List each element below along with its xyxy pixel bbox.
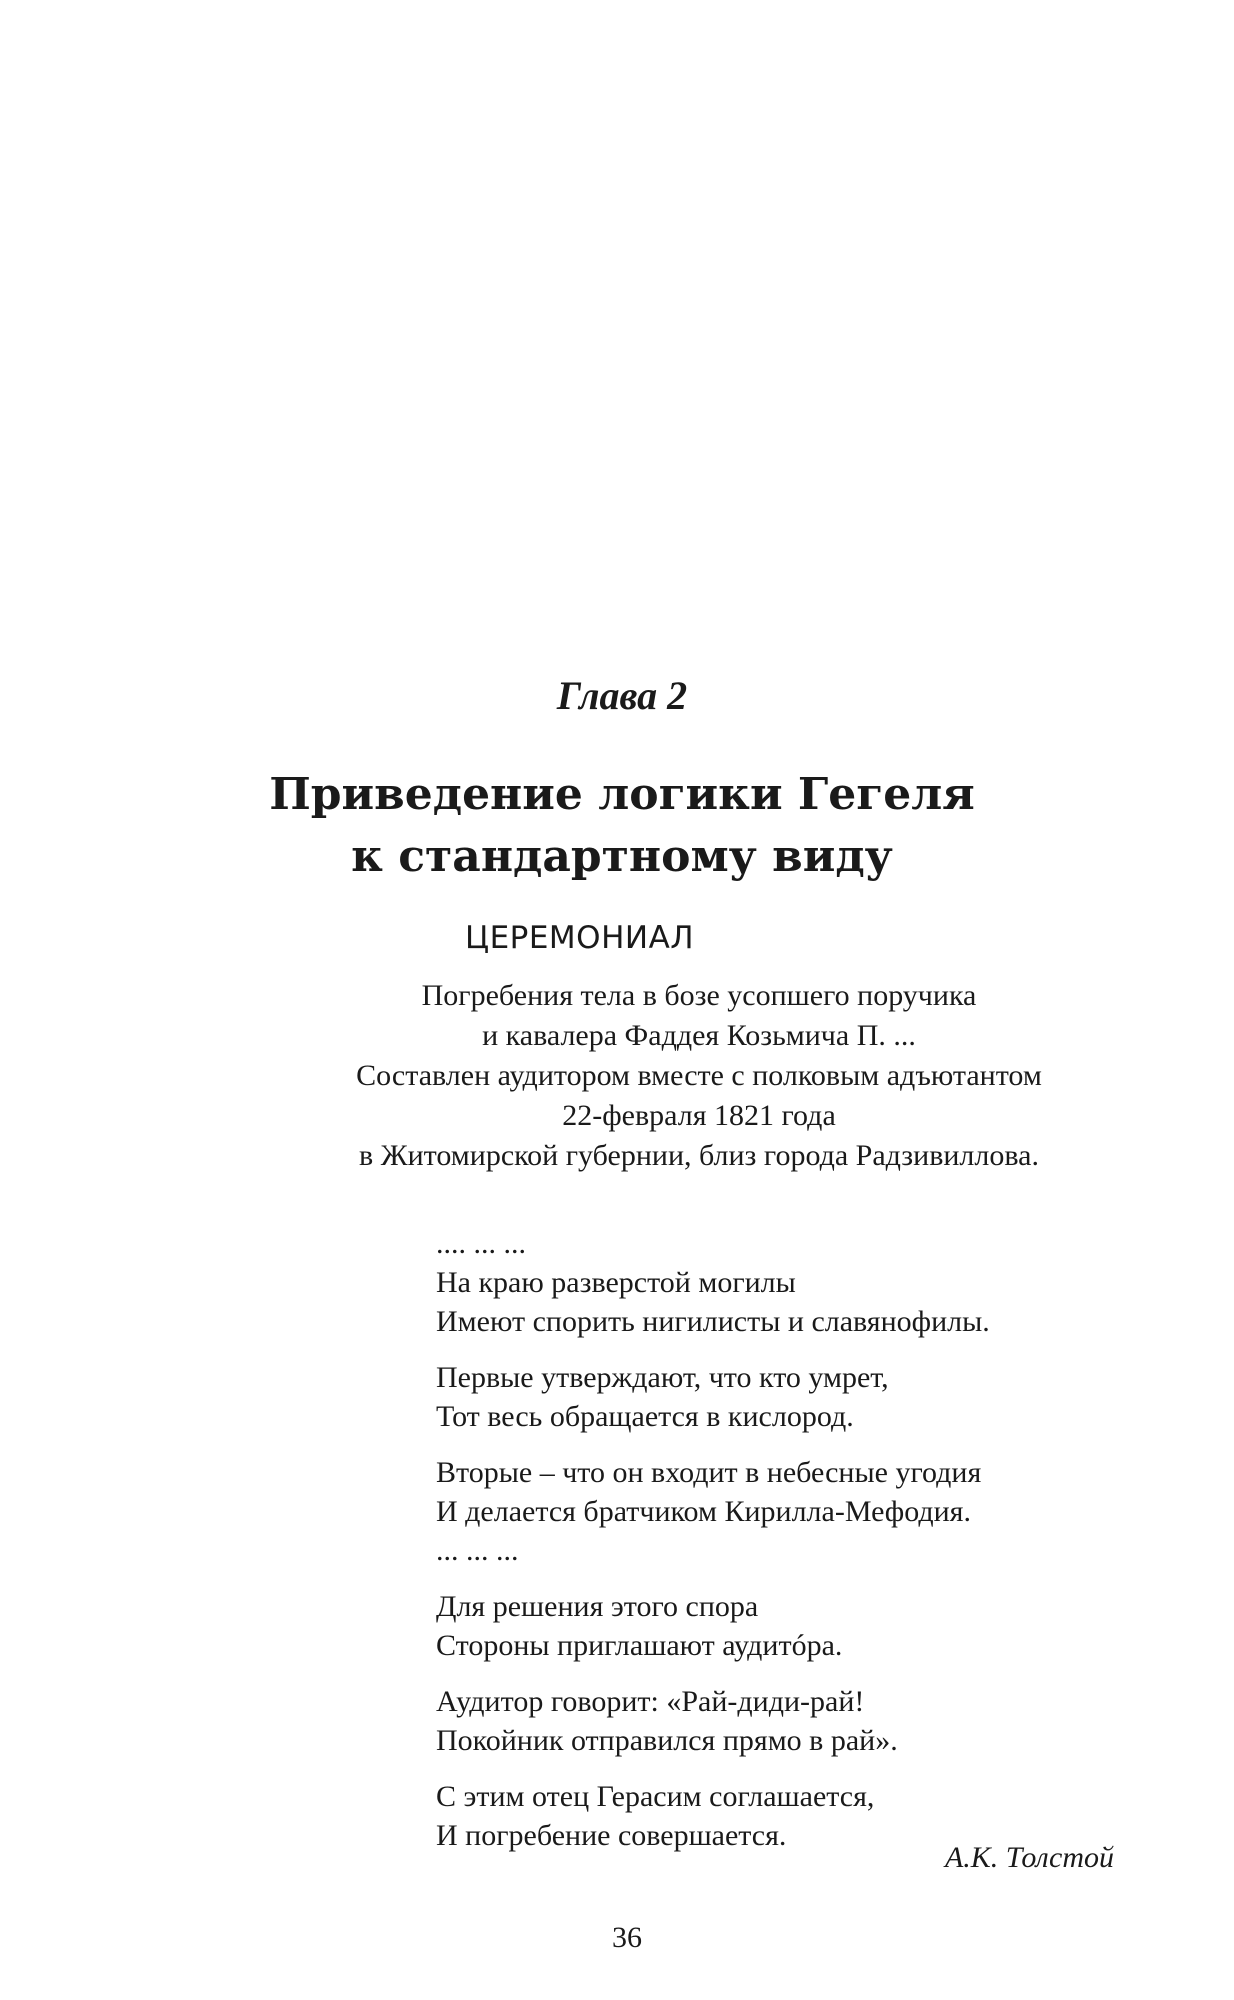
poem xyxy=(436,1224,1156,1872)
poem-line: Аудитор говорит: «Рай-диди-рай! xyxy=(436,1685,865,1718)
poem-line: Тот весь обращается в кислород. xyxy=(436,1400,854,1433)
poem-line: Стороны приглашают аудитóра. xyxy=(436,1629,843,1662)
stanza-5 xyxy=(436,1682,1156,1760)
stanza-2 xyxy=(436,1358,1156,1436)
poem-line: И делается братчиком Кирилла-Мефодия. xyxy=(436,1495,971,1528)
ellipsis-top: .... ... ... xyxy=(436,1227,526,1260)
poem-line: Покойник отправился прямо в рай». xyxy=(436,1724,898,1757)
chapter-label: Глава 2 xyxy=(556,673,688,718)
page-number: 36 xyxy=(612,1921,642,1954)
epigraph-author: А.К. Толстой xyxy=(944,1841,1114,1874)
subheading-line-3: Составлен аудитором вместе с полковым адъютантом xyxy=(356,1059,1042,1092)
poem-line: Для решения этого спора xyxy=(436,1590,759,1623)
chapter-title xyxy=(0,764,1234,888)
subheading-line-1: Погребения тела в бозе усопшего поручика xyxy=(421,979,977,1012)
stanza-1 xyxy=(436,1263,1156,1341)
subheading-line-2: и кавалера Фаддея Козьмича П. ... xyxy=(482,1019,916,1052)
stanza-4 xyxy=(436,1587,1156,1665)
subheading-line-5: в Житомирской губернии, близ города Радзивиллова. xyxy=(359,1139,1039,1172)
poem-line: Первые утверждают, что кто умрет, xyxy=(436,1361,889,1394)
epigraph-subheading xyxy=(278,976,1120,1176)
chapter-title-line-2: к стандартному виду xyxy=(351,831,893,882)
epigraph-heading: ЦЕРЕМОНИАЛ xyxy=(465,920,695,956)
stanza-3 xyxy=(436,1453,1156,1531)
chapter-title-line-1: Приведение логики Гегеля xyxy=(269,769,975,820)
poem-line: Вторые – что он входит в небесные угодия xyxy=(436,1456,982,1489)
subheading-line-4: 22-февраля 1821 года xyxy=(562,1099,836,1132)
poem-line: С этим отец Герасим соглашается, xyxy=(436,1780,875,1813)
ellipsis-mid: ... ... ... xyxy=(436,1534,519,1567)
poem-line: Имеют спорить нигилисты и славянофилы. xyxy=(436,1305,990,1338)
poem-line: И погребение совершается. xyxy=(436,1819,787,1852)
poem-line: На краю разверстой могилы xyxy=(436,1266,796,1299)
